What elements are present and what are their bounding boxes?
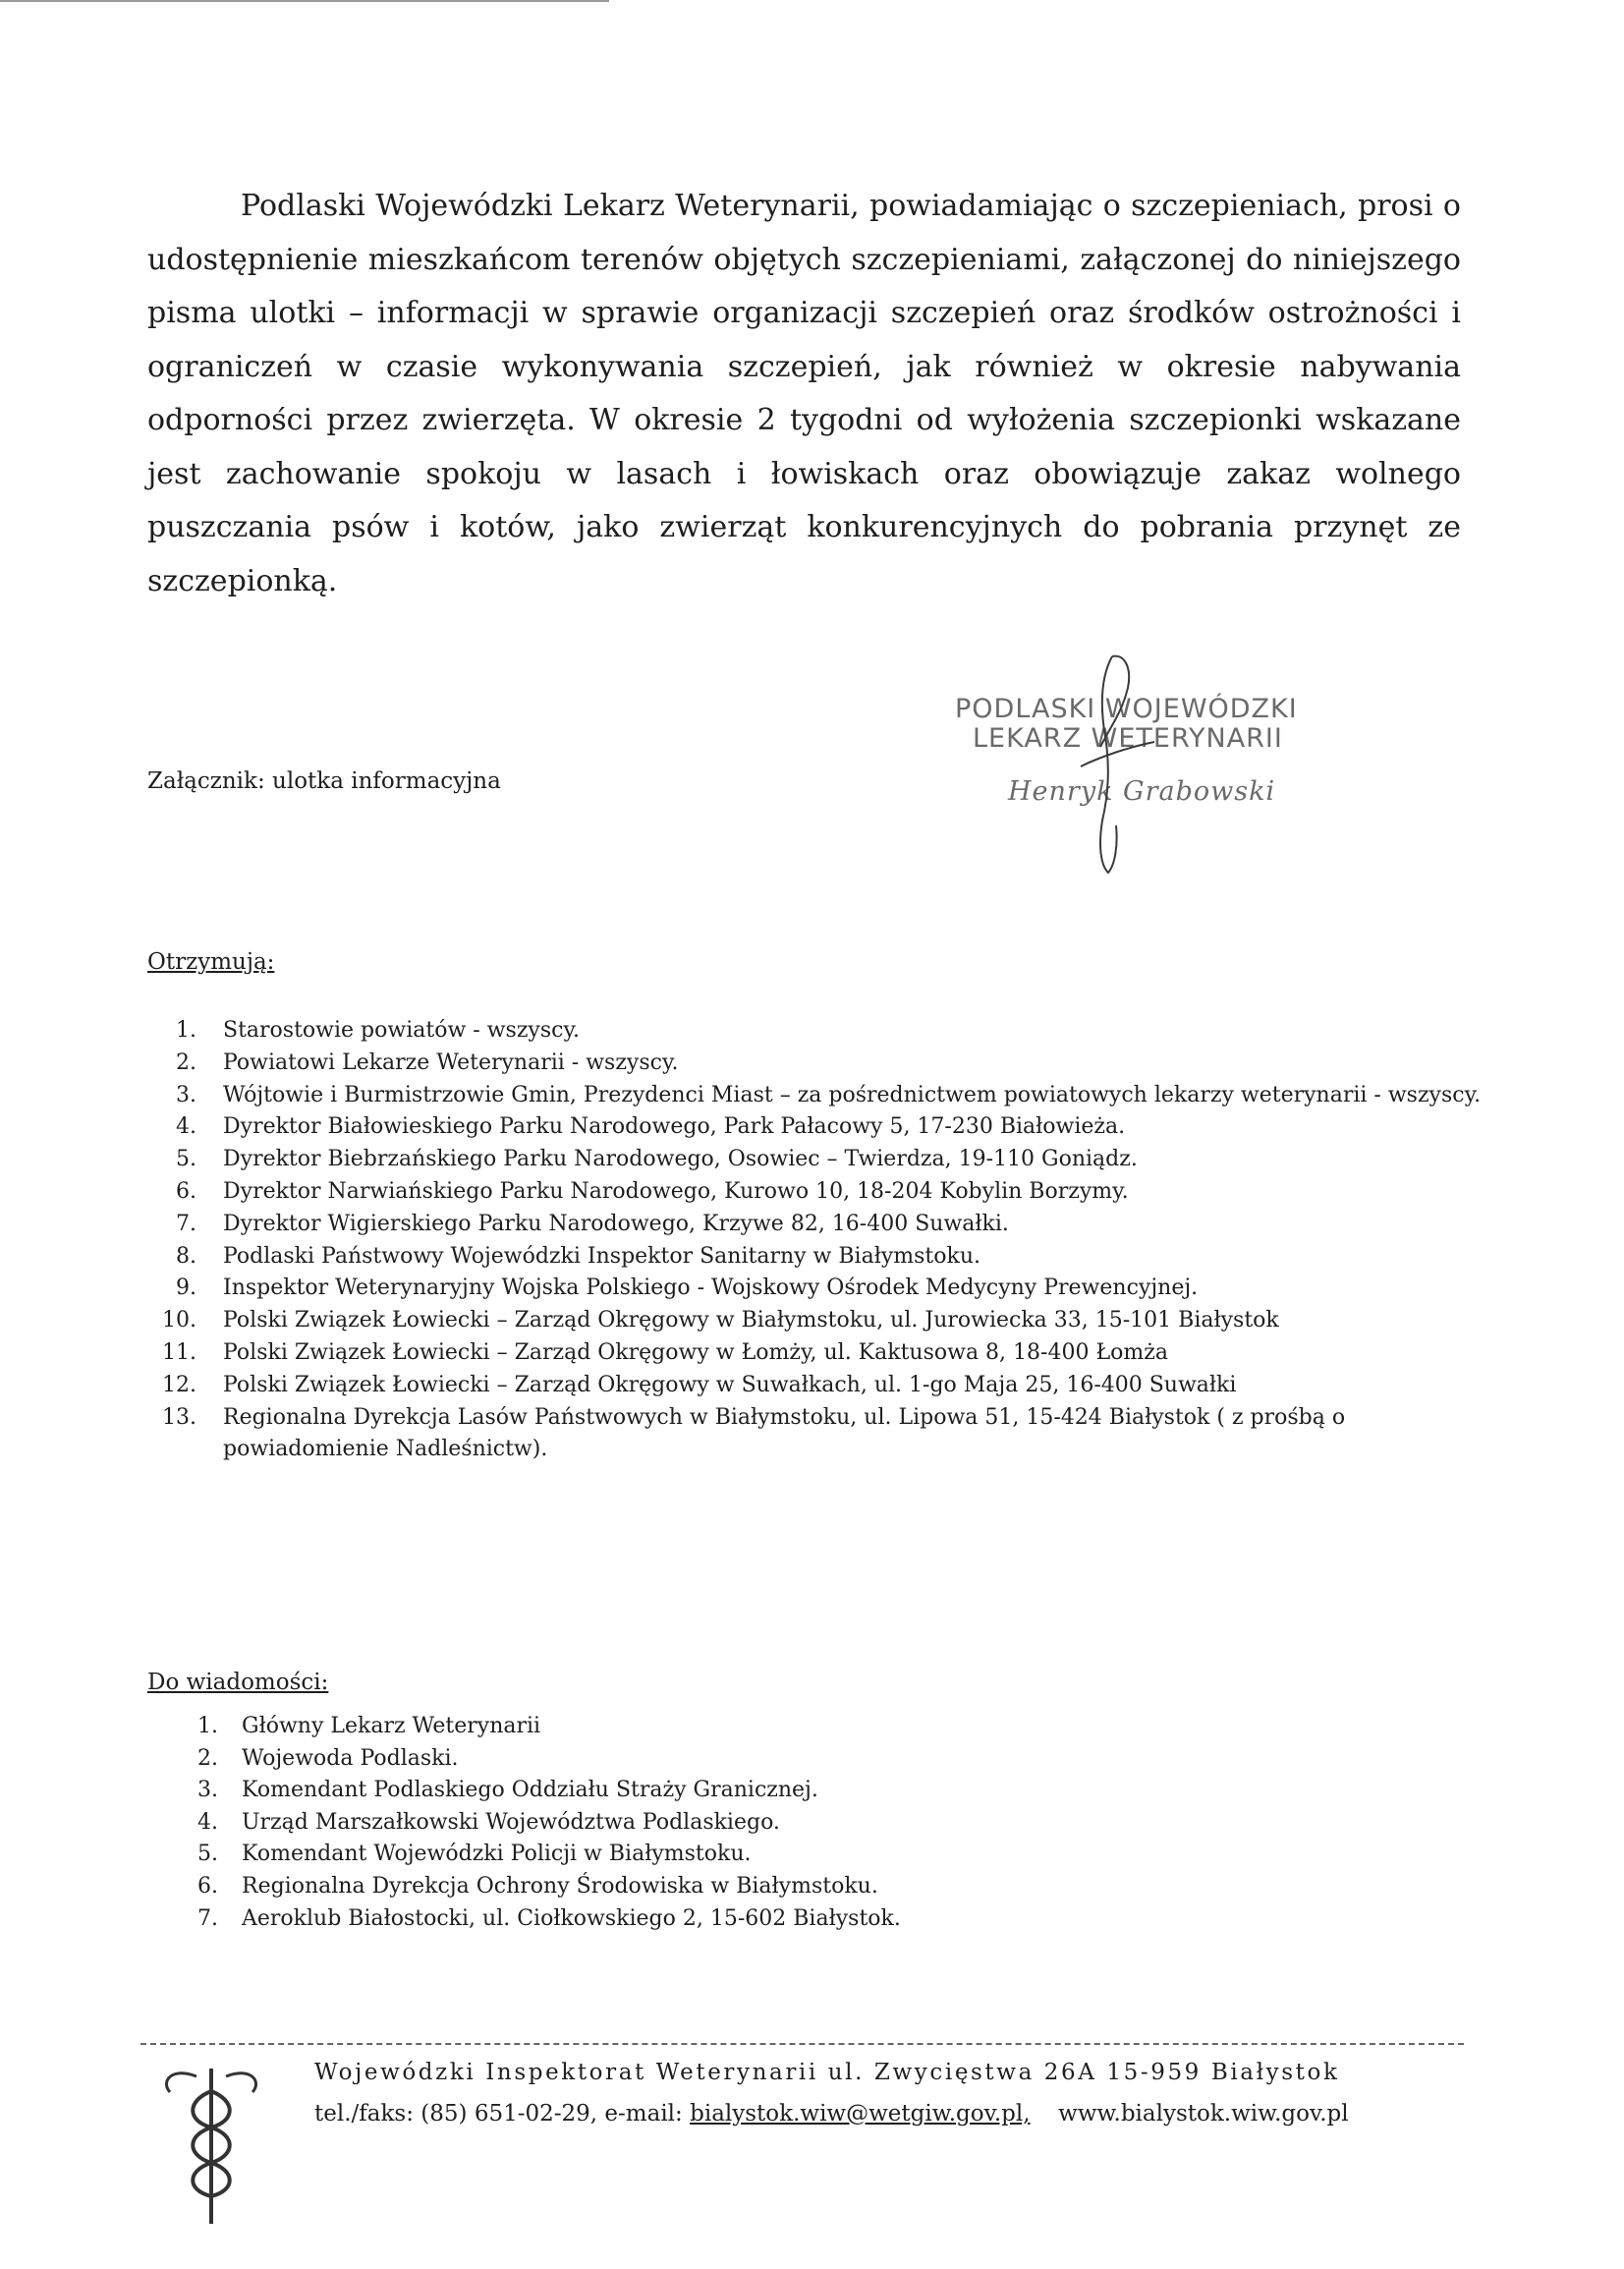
list-item-number: 5.	[197, 1842, 218, 1867]
list-item	[147, 1176, 1484, 1209]
list-item-text: Urząd Marszałkowski Województwa Podlaskiego.	[242, 1809, 780, 1835]
list-item-text: Regionalna Dyrekcja Lasów Państwowych w Białymstoku, ul. Lipowa 51, 15-424 Białystok ( z prośbą o powiadomienie Nadleśnictw).	[223, 1404, 1346, 1462]
list-item	[187, 1839, 1071, 1871]
list-item-number: 6.	[197, 1873, 218, 1899]
list-item-text: Główny Lekarz Weterynarii	[242, 1714, 541, 1738]
list-item-number: 12.	[162, 1372, 196, 1397]
footer-email-link[interactable]: bialystok.wiw@wetgiw.gov.pl,	[690, 2101, 1031, 2127]
stamp-line-1: PODLASKI WOJEWÓDZKI	[955, 694, 1298, 724]
stamp-line-2: LEKARZ WETERYNARII	[973, 723, 1283, 754]
list-item	[147, 1144, 1484, 1176]
list-item-number: 6.	[176, 1178, 196, 1204]
list-item-text: Dyrektor Wigierskiego Parku Narodowego, Krzywe 82, 16-400 Suwałki.	[223, 1211, 1009, 1236]
list-item	[187, 1743, 1071, 1776]
list-item	[147, 1337, 1484, 1370]
list-item	[187, 1807, 1071, 1840]
list-item-number: 9.	[176, 1276, 196, 1301]
list-item-text: Powiatowi Lekarze Weterynarii - wszyscy.	[223, 1049, 679, 1075]
top-edge-line	[0, 0, 609, 2]
caduceus-logo-icon	[152, 2057, 270, 2234]
list-item-text: Dyrektor Biebrzańskiego Parku Narodowego, Osowiec – Twierdza, 19-110 Goniądz.	[223, 1147, 1138, 1172]
list-item-number: 7.	[197, 1905, 218, 1931]
list-item	[147, 1370, 1484, 1402]
list-item-number: 8.	[176, 1243, 196, 1269]
list-item-number: 1.	[197, 1714, 218, 1738]
attachment-note: Załącznik: ulotka informacyjna	[147, 768, 501, 794]
for-info-heading: Do wiadomości:	[147, 1670, 329, 1695]
list-item	[147, 1273, 1484, 1305]
footer-website-link[interactable]: www.bialystok.wiw.gov.pl	[1058, 2101, 1349, 2127]
body-paragraph-text: Podlaski Wojewódzki Lekarz Weterynarii, powiadamiając o szczepieniach, prosi o udostępnienie mieszkańcom terenów objętych szczepieniami, załączonej do niniejszego pisma ulotki – informacji w sprawie organizacji szczepień oraz środków ostrożności i ograniczeń w czasie wykonywania szczepień, jak również w okresie nabywania odporności przez zwierzęta. W okresie 2 tygodni od wyłożenia szczepionki wskazane jest zachowanie spokoju w lasach i łowiskach oraz obowiązuje zakaz wolnego puszczania psów i kotów, jako zwierząt konkurencyjnych do pobrania przynęt ze szczepionką.	[147, 189, 1461, 598]
list-item	[147, 1209, 1484, 1241]
stamp-name: Henryk Grabowski	[1008, 776, 1276, 807]
list-item	[187, 1903, 1071, 1936]
list-item-number: 10.	[162, 1308, 196, 1333]
list-item-number: 1.	[176, 1018, 196, 1043]
list-item-text: Polski Związek Łowiecki – Zarząd Okręgowy w Łomży, ul. Kaktusowa 8, 18-400 Łomża	[223, 1339, 1168, 1365]
list-item-text: Regionalna Dyrekcja Ochrony Środowiska w Białymstoku.	[242, 1873, 878, 1899]
list-item	[187, 1775, 1071, 1807]
list-item-text: Podlaski Państwowy Wojewódzki Inspektor Sanitarny w Białymstoku.	[223, 1243, 980, 1269]
list-item-text: Polski Związek Łowiecki – Zarząd Okręgowy w Suwałkach, ul. 1-go Maja 25, 16-400 Suwałki	[223, 1372, 1237, 1397]
list-item	[147, 1080, 1484, 1112]
list-item	[147, 1305, 1484, 1337]
list-item-number: 4.	[197, 1809, 218, 1835]
list-item-number: 3.	[176, 1082, 196, 1107]
list-item	[147, 1241, 1484, 1274]
list-item-text: Wojewoda Podlaski.	[242, 1745, 459, 1771]
footer-address: Wojewódzki Inspektorat Weterynarii ul. Zwycięstwa 26A 15-959 Białystok	[314, 2060, 1340, 2085]
list-item-text: Wójtowie i Burmistrzowie Gmin, Prezydenci Miast – za pośrednictwem powiatowych lekarzy weterynarii - wszyscy.	[223, 1082, 1482, 1107]
recipients-list	[147, 1015, 1484, 1466]
list-item-text: Komendant Podlaskiego Oddziału Straży Granicznej.	[242, 1778, 818, 1803]
list-item-number: 13.	[162, 1404, 196, 1430]
list-item-number: 2.	[197, 1745, 218, 1771]
footer-phone: tel./faks: (85) 651-02-29, e-mail:	[314, 2101, 683, 2127]
list-item-text: Starostowie powiatów - wszyscy.	[223, 1018, 580, 1043]
for-info-list	[187, 1711, 1071, 1935]
list-item-text: Dyrektor Białowieskiego Parku Narodowego, Park Pałacowy 5, 17-230 Białowieża.	[223, 1114, 1126, 1140]
list-item-number: 11.	[162, 1339, 196, 1365]
list-item-number: 7.	[176, 1211, 196, 1236]
list-item	[187, 1871, 1071, 1903]
list-item-text: Komendant Wojewódzki Policji w Białymstoku.	[242, 1842, 752, 1867]
official-stamp	[943, 649, 1356, 875]
list-item-number: 4.	[176, 1114, 196, 1140]
list-item-number: 2.	[176, 1049, 196, 1075]
list-item	[147, 1015, 1484, 1048]
list-item-text: Aeroklub Białostocki, ul. Ciołkowskiego 2, 15-602 Białystok.	[242, 1905, 901, 1931]
list-item	[147, 1402, 1484, 1467]
list-item-number: 5.	[176, 1147, 196, 1172]
list-item-number: 3.	[197, 1778, 218, 1803]
recipients-heading: Otrzymują:	[147, 949, 275, 975]
footer-divider	[140, 2043, 1464, 2045]
body-paragraph	[147, 180, 1461, 608]
signature-mark	[943, 649, 1356, 875]
list-item-text: Inspektor Weterynaryjny Wojska Polskiego - Wojskowy Ośrodek Medycyny Prewencyjnej.	[223, 1276, 1199, 1301]
list-item-text: Polski Związek Łowiecki – Zarząd Okręgowy w Białymstoku, ul. Jurowiecka 33, 15-101 Białystok	[223, 1308, 1279, 1333]
list-item	[147, 1111, 1484, 1144]
list-item	[187, 1711, 1071, 1743]
list-item	[147, 1048, 1484, 1080]
footer-contact	[314, 2101, 1349, 2127]
list-item-text: Dyrektor Narwiańskiego Parku Narodowego, Kurowo 10, 18-204 Kobylin Borzymy.	[223, 1178, 1129, 1204]
